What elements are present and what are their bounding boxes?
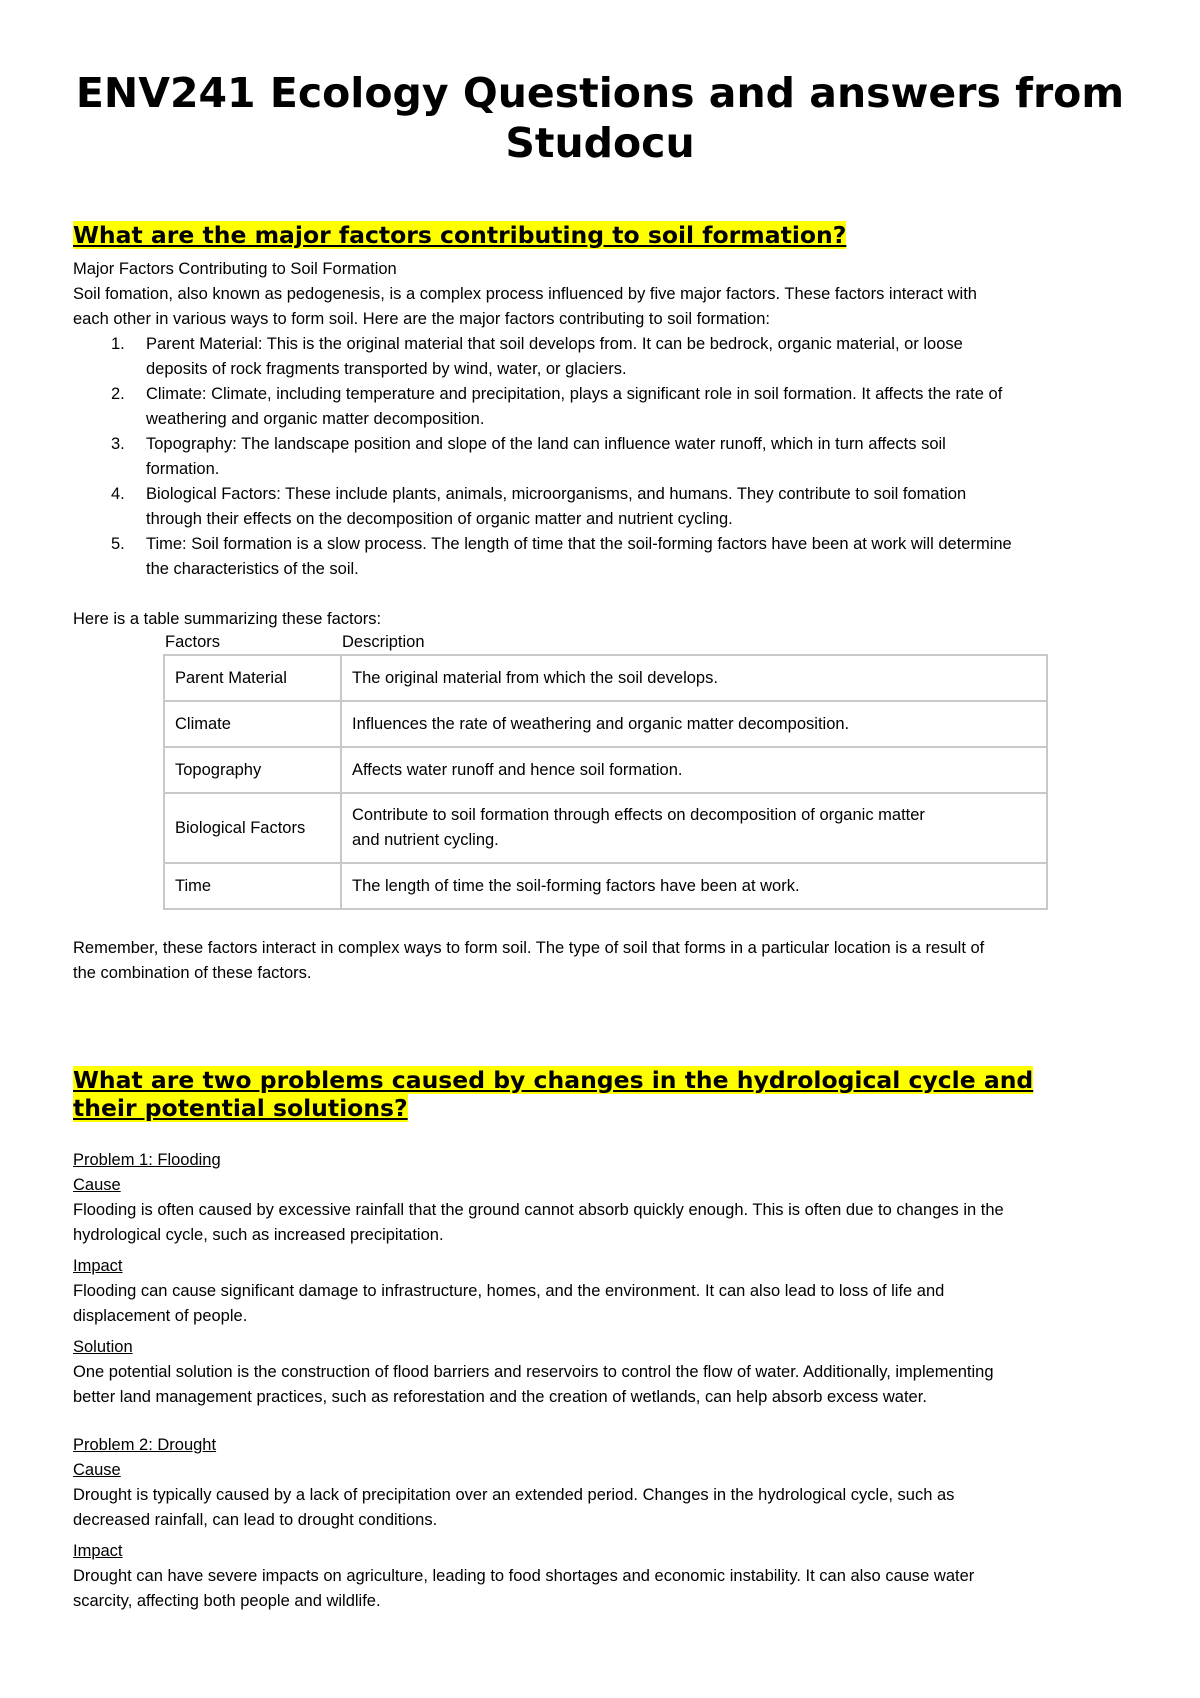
table-row	[164, 863, 1047, 909]
question-2-heading: What are two problems caused by changes in the hydrological cycle and their potential solutions?	[73, 1066, 1034, 1122]
list-item: 4. Biological Factors: These include plants, animals, microorganisms, and humans. They contribute to soil fomation through their effects on the decomposition of organic matter and nutrient cycling.	[111, 485, 967, 528]
table-cell-description: The length of time the soil-forming factors have been at work.	[341, 863, 1047, 909]
q1-intro-line-2: each other in various ways to form soil. Here are the major factors contributing to soil formation:	[73, 310, 770, 328]
title-line-2: Studocu	[505, 119, 695, 167]
document-title	[60, 68, 1140, 168]
table-row	[164, 747, 1047, 793]
question-1-heading-text: What are the major factors contributing to soil formation?	[73, 221, 847, 249]
table-cell-factor: Biological Factors	[164, 793, 341, 863]
list-item: 5. Time: Soil formation is a slow process. The length of time that the soil-forming factors have been at work will determine the characteristics of the soil.	[111, 535, 1012, 578]
q1-subtitle: Major Factors Contributing to Soil Formation	[73, 260, 397, 278]
table-cell-description: Affects water runoff and hence soil formation.	[341, 747, 1047, 793]
problem-1-cause-label: Cause	[73, 1176, 121, 1194]
problem-2-impact-label: Impact	[73, 1542, 123, 1560]
table-header-description: Description	[342, 633, 425, 651]
title-line-1: ENV241 Ecology Questions and answers from	[75, 69, 1125, 117]
table-row	[164, 655, 1047, 701]
table-cell-factor: Time	[164, 863, 341, 909]
problem-1-solution-label: Solution	[73, 1338, 133, 1356]
table-cell-factor: Topography	[164, 747, 341, 793]
problem-1-impact-label: Impact	[73, 1257, 123, 1275]
question-2-body: Problem 1: Flooding Cause Flooding is often caused by excessive rainfall that the ground cannot absorb quickly enough. This is often due to changes in the hydrological cycle, such as increased precipitation. Impact Flooding can cause significant damage to infrastructure, homes, and the environment. It can also lead to loss of life and displacement of people. Solution One potential solution is the construction of flood barriers and reservoirs to control the flow of water. Additionally, implementing better land management practices, such as reforestation and the creation of wetlands, can help absorb excess water. Problem 2: Drought Cause Drought is typically caused by a lack of precipitation over an extended period. Changes in the hydrological cycle, such as decreased rainfall, can lead to drought conditions. Impact Drought can have severe impacts on agriculture, leading to food shortages and economic instability. It can also cause water scarcity, affecting both people and wildlife.	[73, 1148, 1133, 1614]
table-cell-description: Contribute to soil formation through effects on decomposition of organic matter and nutrient cycling.	[341, 793, 1047, 863]
table-row	[164, 701, 1047, 747]
factors-list	[73, 332, 1133, 582]
problem-2-title: Problem 2: Drought	[73, 1436, 217, 1454]
question-1-heading	[73, 221, 846, 249]
table-cell-factor: Parent Material	[164, 655, 341, 701]
q1-intro-line-1: Soil fomation, also known as pedogenesis, is a complex process influenced by five major factors. These factors interact with	[73, 285, 977, 303]
problem-2-cause-label: Cause	[73, 1461, 121, 1479]
list-item: 1. Parent Material: This is the original material that soil develops from. It can be bedrock, organic material, or loose deposits of rock fragments transported by wind, water, or glaciers.	[111, 335, 963, 378]
table-header-factors: Factors	[165, 633, 221, 651]
list-item: 3. Topography: The landscape position and slope of the land can influence water runoff, which in turn affects soil formation.	[111, 435, 946, 478]
table-row	[164, 793, 1047, 863]
remember-paragraph: Remember, these factors interact in complex ways to form soil. The type of soil that forms in a particular location is a result of the combination of these factors.	[73, 939, 985, 982]
table-cell-factor: Climate	[164, 701, 341, 747]
factors-table	[163, 654, 1048, 910]
table-intro: Here is a table summarizing these factors:	[73, 610, 382, 628]
list-item: 2. Climate: Climate, including temperature and precipitation, plays a significant role in soil formation. It affects the rate of weathering and organic matter decomposition.	[111, 385, 1003, 428]
table-cell-description: The original material from which the soil develops.	[341, 655, 1047, 701]
question-1-body	[73, 257, 1133, 632]
problem-1-title: Problem 1: Flooding	[73, 1151, 221, 1169]
table-cell-description: Influences the rate of weathering and organic matter decomposition.	[341, 701, 1047, 747]
